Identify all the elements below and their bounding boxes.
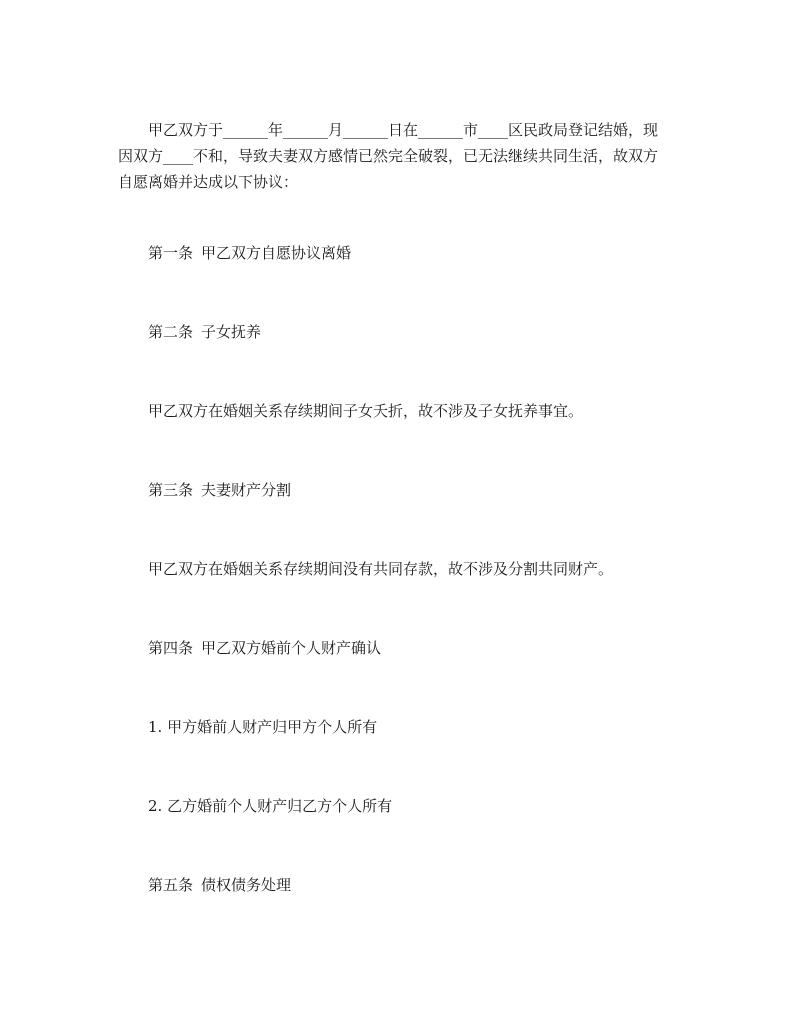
article-4-item-1: 1. 甲方婚前人财产归甲方个人所有 bbox=[148, 718, 378, 736]
article-5-label: 第五条 bbox=[148, 876, 194, 894]
article-2-heading bbox=[148, 322, 261, 342]
article-3-heading bbox=[148, 480, 291, 500]
article-3-title: 夫妻财产分割 bbox=[201, 481, 292, 499]
article-2-body: 甲乙双方在婚姻关系存续期间子女夭折，故不涉及子女抚养事宜。 bbox=[148, 402, 584, 420]
article-2-label: 第二条 bbox=[148, 323, 194, 341]
article-5-heading bbox=[148, 875, 291, 895]
intro-line-1: 甲乙双方于______年______月______日在______市____区民政局登记结婚，现 bbox=[148, 121, 659, 139]
article-1-label: 第一条 bbox=[148, 244, 194, 262]
intro-line-2: 因双方____不和，导致夫妻双方感情已然完全破裂，已无法继续共同生活，故双方 bbox=[118, 147, 659, 165]
article-3-label: 第三条 bbox=[148, 481, 194, 499]
article-4-item-2: 2. 乙方婚前个人财产归乙方个人所有 bbox=[148, 797, 393, 815]
article-2-title: 子女抚养 bbox=[201, 323, 262, 341]
article-1-title: 甲乙双方自愿协议离婚 bbox=[201, 244, 352, 262]
intro-paragraph bbox=[118, 117, 698, 195]
article-4-label: 第四条 bbox=[148, 639, 194, 657]
article-3-body: 甲乙双方在婚姻关系存续期间没有共同存款，故不涉及分割共同财产。 bbox=[148, 560, 614, 578]
article-5-title: 债权债务处理 bbox=[201, 876, 292, 894]
article-4-title: 甲乙双方婚前个人财产确认 bbox=[201, 639, 382, 657]
article-1-heading bbox=[148, 243, 351, 263]
article-4-heading bbox=[148, 638, 381, 658]
intro-line-3: 自愿离婚并达成以下协议： bbox=[118, 173, 299, 191]
